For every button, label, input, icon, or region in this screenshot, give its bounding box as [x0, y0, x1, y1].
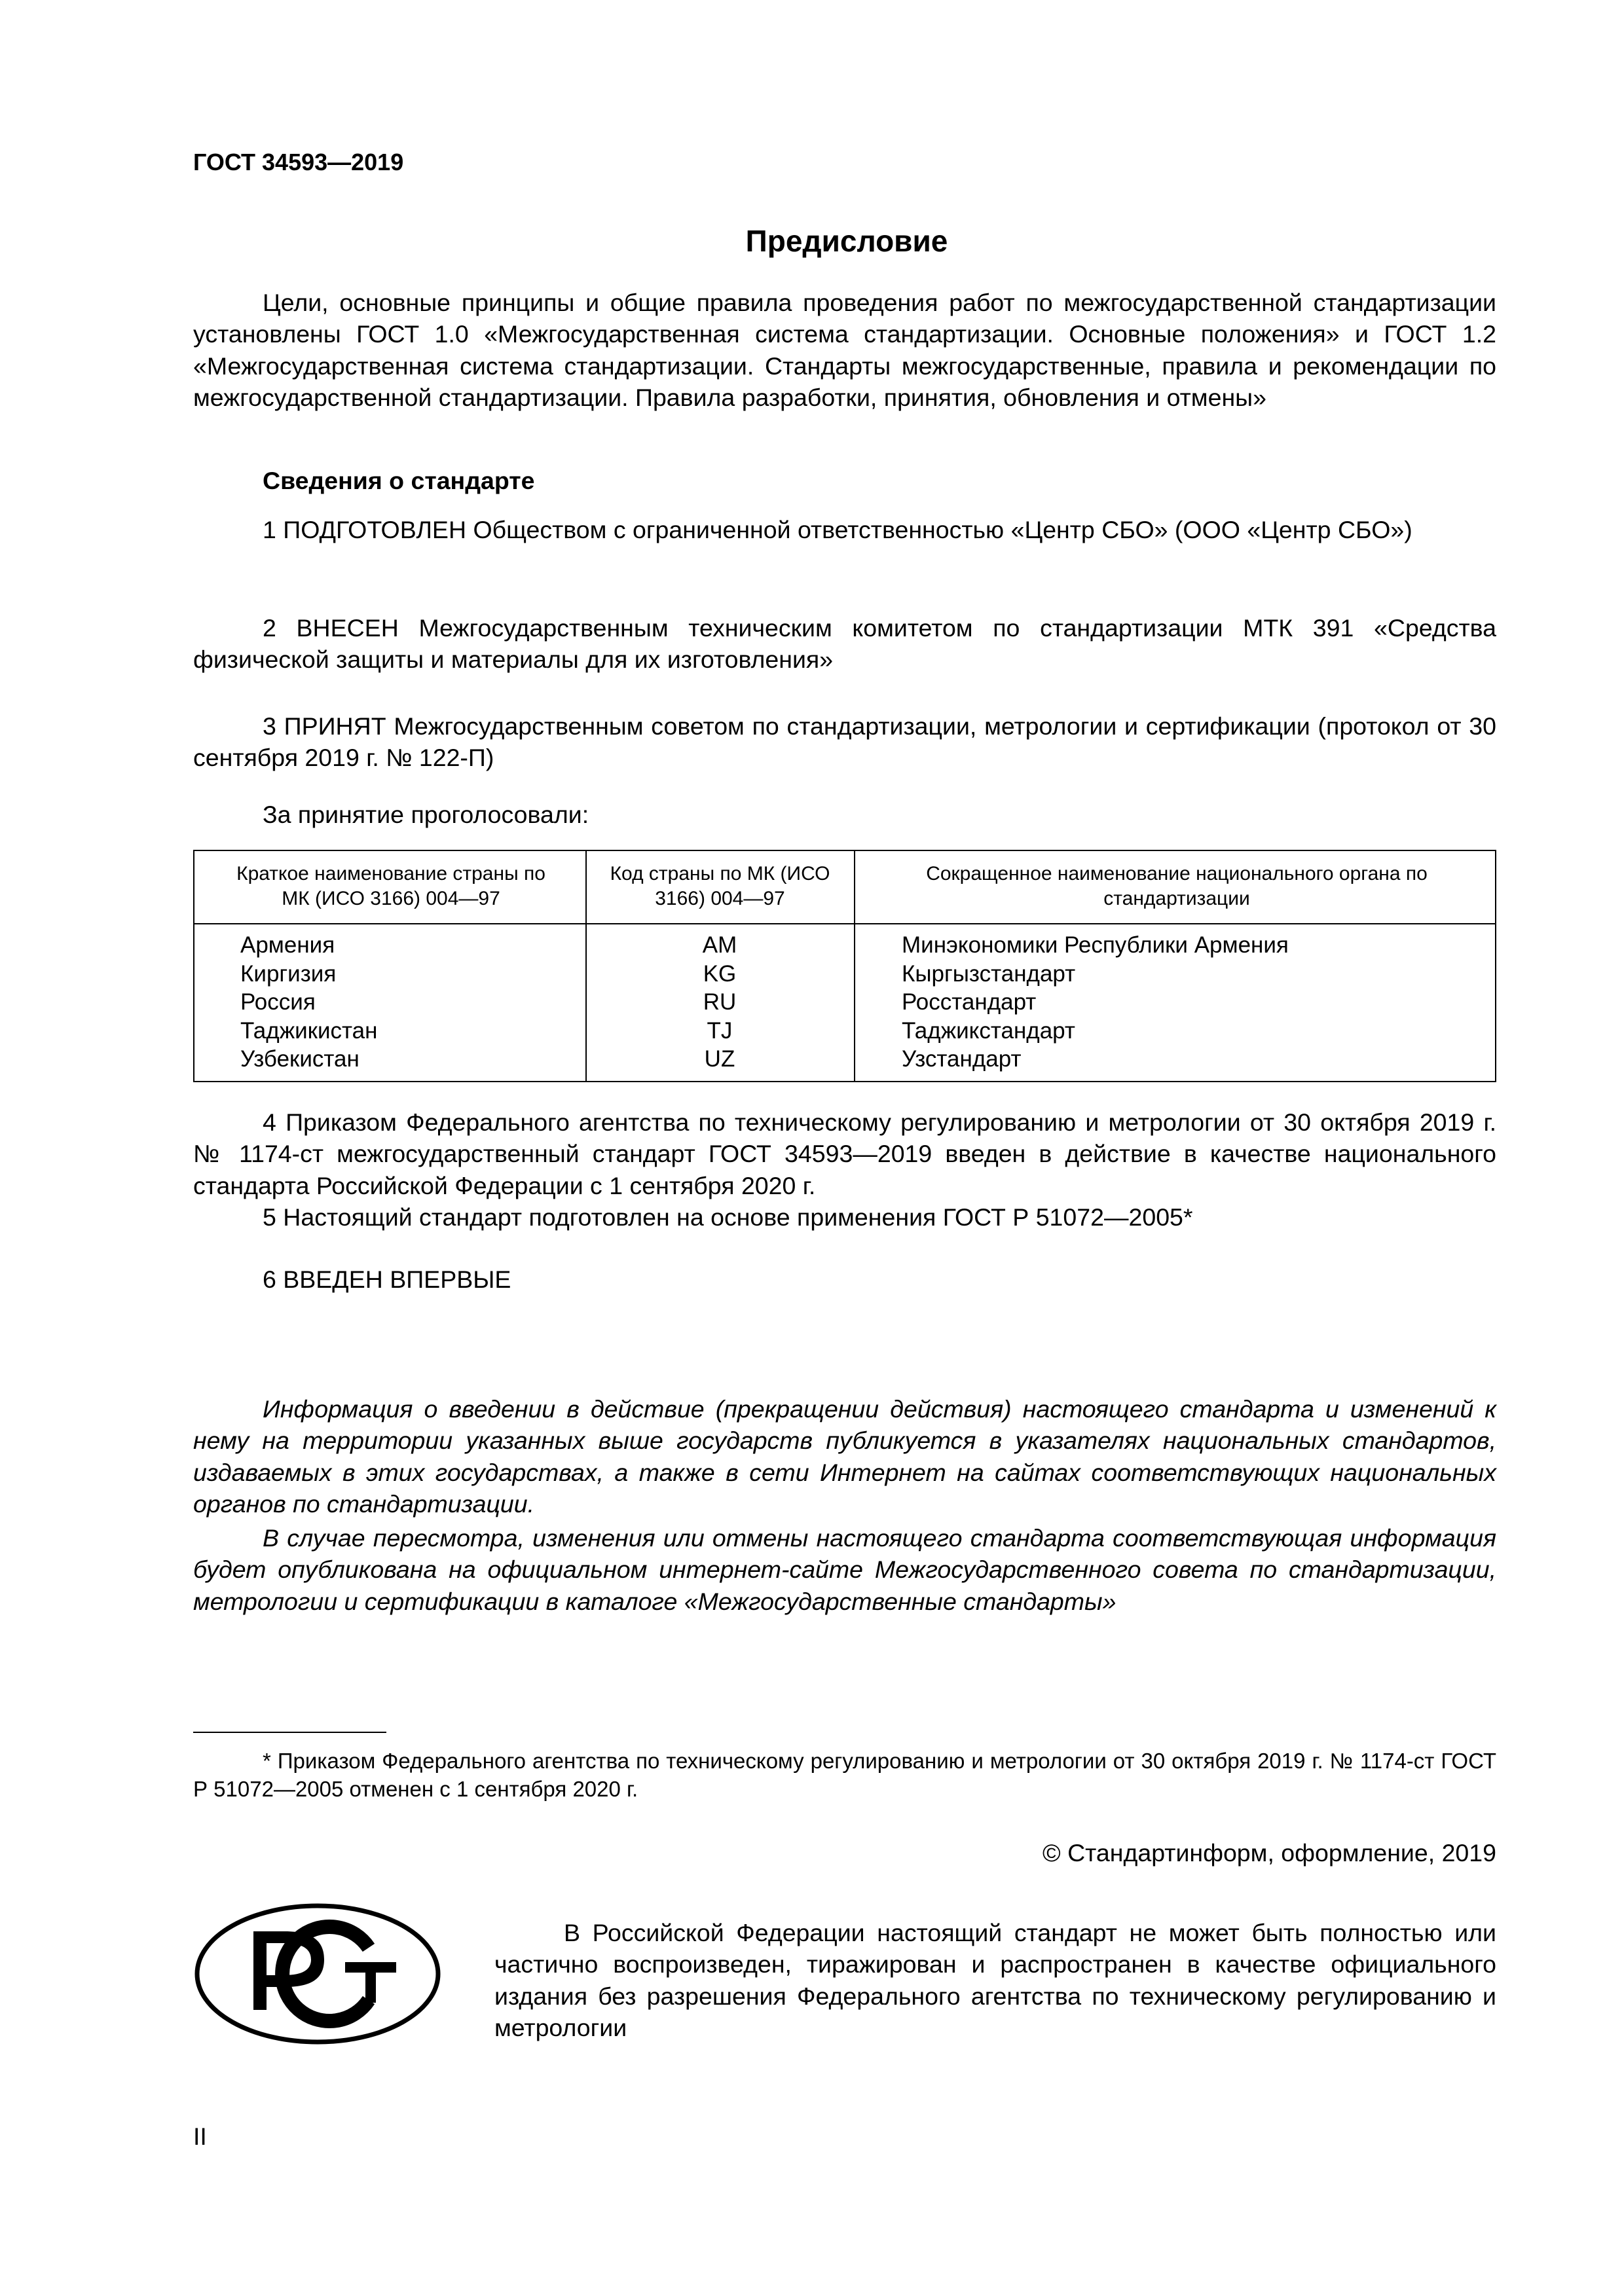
table-cell: Минэкономики Республики Армения: [902, 932, 1289, 958]
table-cell: Россия: [240, 989, 316, 1015]
table-cell: Киргизия: [240, 960, 337, 987]
info-heading: Сведения о стандарте: [263, 467, 535, 494]
page-title: Предисловие: [745, 224, 948, 258]
table-cell: Таджикстандарт: [902, 1017, 1075, 1044]
table-cell: Армения: [240, 932, 335, 958]
item-2: 2 ВНЕСЕН Межгосударственным техническим комитетом по стандартизации МТК 391 «Средства физической защиты и материалы для их изготовления»: [193, 614, 1496, 674]
table-cell: Узбекистан: [240, 1046, 360, 1072]
table-column-body: [902, 931, 1289, 1074]
intro-paragraph: Цели, основные принципы и общие правила проведения работ по межгосударственной стандартизации установлены ГОСТ 1.0 «Межгосударственная система стандартизации. Основные положения» и ГОСТ 1.2 «Межгосударственная система стандартизации. Стандарты межгосударственные, правила и рекомендации по межгосударственной стандартизации. Правила разработки, принятия, обновления и отмены»: [193, 289, 1496, 411]
table-column-divider: [854, 851, 855, 1081]
item-3: 3 ПРИНЯТ Межгосударственным советом по стандартизации, метрологии и сертификации (протокол от 30 сентября 2019 г. № 122-П): [193, 712, 1496, 772]
table-column-code: [589, 931, 851, 1074]
table-cell: Кыргызстандарт: [902, 960, 1076, 987]
table-cell: Росстандарт: [902, 989, 1037, 1015]
table-header-body: Сокращенное наименование национального органа по стандартизации: [926, 863, 1428, 909]
item-1: 1 ПОДГОТОВЛЕН Обществом с ограниченной ответственностью «Центр СБО» (ООО «Центр СБО»): [263, 516, 1412, 543]
table-column-divider: [585, 851, 587, 1081]
italic-info-paragraph-1: Информация о введении в действие (прекращении действия) настоящего стандарта и изменений к нему на территории указанных выше государств публикуется в указателях национальных стандартов, издаваемых в этих государствах, а также в сети Интернет на сайтах соответствующих национальных органов по стандартизации.: [193, 1395, 1496, 1518]
item-6: 6 ВВЕДЕН ВПЕРВЫЕ: [263, 1266, 511, 1293]
page-number: II: [193, 2123, 207, 2150]
item-4: 4 Приказом Федерального агентства по техническому регулированию и метрологии от 30 октября 2019 г. № 1174-ст межгосударственный стандарт ГОСТ 34593—2019 введен в действие в качестве национального стандарта Российской Федерации с 1 сентября 2020 г.: [193, 1108, 1496, 1199]
table-cell: KG: [703, 960, 737, 987]
table-cell: Узстандарт: [902, 1046, 1022, 1072]
copyright-line: © Стандартинформ, оформление, 2019: [1043, 1839, 1496, 1867]
table-cell: Таджикистан: [240, 1017, 378, 1044]
italic-info-paragraph-2: В случае пересмотра, изменения или отмены настоящего стандарта соответствующая информация будет опубликована на официальном интернет-сайте Межгосударственного совета по стандартизации, метрологии и сертификации в каталоге «Межгосударственные стандарты»: [193, 1524, 1496, 1615]
footnote-divider: [193, 1732, 386, 1733]
vote-label: За принятие проголосовали:: [263, 801, 589, 828]
table-cell: UZ: [704, 1046, 735, 1072]
table-header-code: Код страны по МК (ИСО 3166) 004—97: [610, 863, 830, 909]
table-cell: RU: [703, 989, 737, 1015]
document-header: ГОСТ 34593—2019: [193, 149, 404, 175]
table-cell: AM: [702, 932, 737, 958]
reproduction-notice: В Российской Федерации настоящий стандарт не может быть полностью или частично воспроизведен, тиражирован и распространен в качестве официального издания без разрешения Федерального агентства по техническому регулированию и метрологии: [494, 1919, 1496, 2041]
table-header-country: Краткое наименование страны по МК (ИСО 3166) 004—97: [236, 863, 545, 909]
footnote: * Приказом Федерального агентства по техническому регулированию и метрологии от 30 октября 2019 г. № 1174-ст ГОСТ Р 51072—2005 отменен с 1 сентября 2020 г.: [193, 1749, 1496, 1801]
voting-table: [193, 850, 1496, 1082]
table-column-country: [240, 931, 377, 1074]
table-header-divider: [194, 923, 1495, 924]
rst-certification-mark-icon: [193, 1902, 442, 2046]
table-cell: TJ: [707, 1017, 733, 1044]
item-5: 5 Настоящий стандарт подготовлен на основе применения ГОСТ Р 51072—2005*: [263, 1203, 1193, 1231]
